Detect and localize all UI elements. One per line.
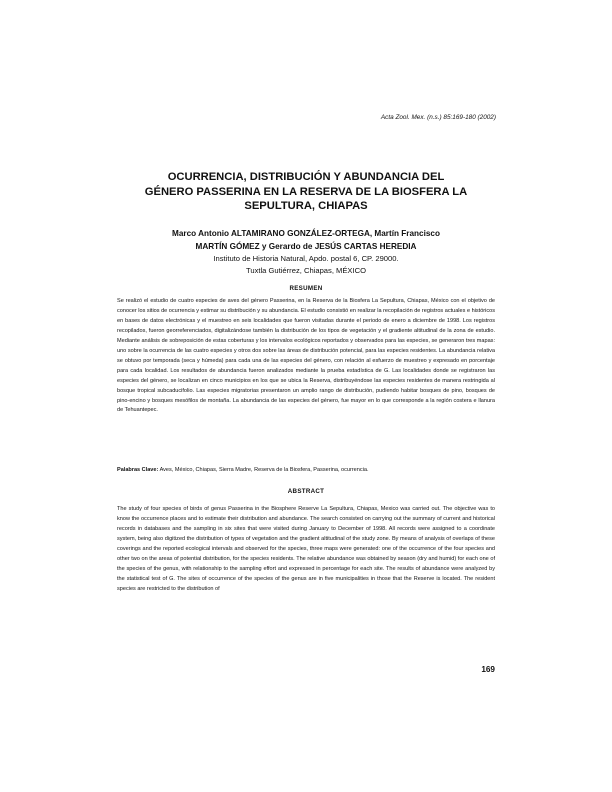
resumen-paragraph: Se realizó el estudio de cuatro especies de aves del género Passerina, en la Reserva de la Biosfera La Sepultura, Chiapas, México con el objetivo de conocer los sitios de ocurrencia y estimar su distribución y su abundancia. El estudio consistió en realizar la recopilación de registros actuales e históricos en bases de datos electrónicas y el muestreo en seis localidades que fueron visitadas durante el periodo de enero a diciembre de 1998. Los registros recopilados, fueron georreferenciados, digitalizándose también la distribución de los tipos de vegetación y el gradiente altitudinal de la zona de estudio. Mediante análisis de sobreposición de estas coberturas y los intervalos ecológicos reportados y observados para las especies, se generaron tres mapas: uno sobre la ocurrencia de las cuatro especies y otros dos sobre las áreas de distribución potencial, para las especies residentes. La abundancia relativa se obtuvo por temporada (seca y húmeda) para cada una de las especies del género, con relación al esfuerzo de muestreo y expresado en porcentaje para cada localidad. Los resultados de abundancia fueron analizados mediante la prueba estadística de G. Las localidades donde se registraron las especies del género, se localizan en cinco municipios en los que se ubica la Reserva, distribuyéndose las especies residentes de manera restringida al bosque tropical subcaducifolio. Las especies migratorias presentaron un amplio rango de distribución, pudiendo habitar bosques de pino, bosques de pino-encino y bosques mesófilos de montaña. La abundancia de las especies del género, fue mayor en lo que corresponde a la región costera e llanura de Tehuantepec. xyxy=(117,298,495,414)
author-affiliation xyxy=(100,253,512,276)
resumen-heading: RESUMEN xyxy=(289,285,323,292)
authors-line-1: Marco Antonio ALTAMIRANO GONZÁLEZ-ORTEGA, Martín Francisco xyxy=(172,229,440,238)
title-line-1: OCURRENCIA, DISTRIBUCIÓN Y ABUNDANCIA DEL xyxy=(167,171,445,183)
title-line-2: GÉNERO PASSERINA EN LA RESERVA DE LA BIOSFERA LA xyxy=(144,185,468,198)
authors-line-2: MARTÍN GÓMEZ y Gerardo de JESÚS CARTAS HEREDIA xyxy=(195,241,417,251)
affiliation-line-2: Tuxtla Gutiérrez, Chiapas, MÉXICO xyxy=(246,265,366,275)
page-number: 169 xyxy=(481,665,495,674)
keywords-line xyxy=(117,466,495,476)
abstract-heading: ABSTRACT xyxy=(287,488,325,495)
abstract-paragraph: The study of four species of birds of genus Passerina in the Biosphere Reserve La Sepultura, Chiapas, Mexico was carried out. The objective was to know the occurrence places and to estimate their distribution and abundance. The search consisted on carrying out the summary of current and historical records in databases and the sampling in six sites that were visited during January to December of 1998. All records were assigned to a coordinate system, being also digitized the distribution of types of vegetation and the gradient altitudinal of the study zone. By means of analysis of overlaps of these coverings and the reported ecological intervals and observed for the species, three maps were generated: one of the occurrence of the four species and other two on the areas of potential distribution, for the species residents. The relative abundance was obtained by season (dry and humid) for each one of the species of the genus, with relationship to the sampling effort and expressed in percentage for each site. The results of abundance were analyzed by the statistical test of G. The sites of occurrence of the species of the genus are in five municipalities in those that the Reserve is located. The resident species are restricted to the distribution of xyxy=(117,506,495,592)
author-list xyxy=(100,228,512,253)
keywords-text: Aves, México, Chiapas, Sierra Madre, Reserva de la Biosfera, Passerina, ocurrencia. xyxy=(158,467,369,473)
title-line-3: SEPULTURA, CHIAPAS xyxy=(244,200,368,212)
affiliation-line-1: Instituto de Historia Natural, Apdo. postal 6, CP. 29000. xyxy=(213,254,399,263)
journal-reference: Acta Zool. Mex. (n.s.) 85:169-180 (2002) xyxy=(380,114,496,121)
article-title xyxy=(100,170,512,214)
keywords-label: Palabras Clave: xyxy=(117,467,159,473)
